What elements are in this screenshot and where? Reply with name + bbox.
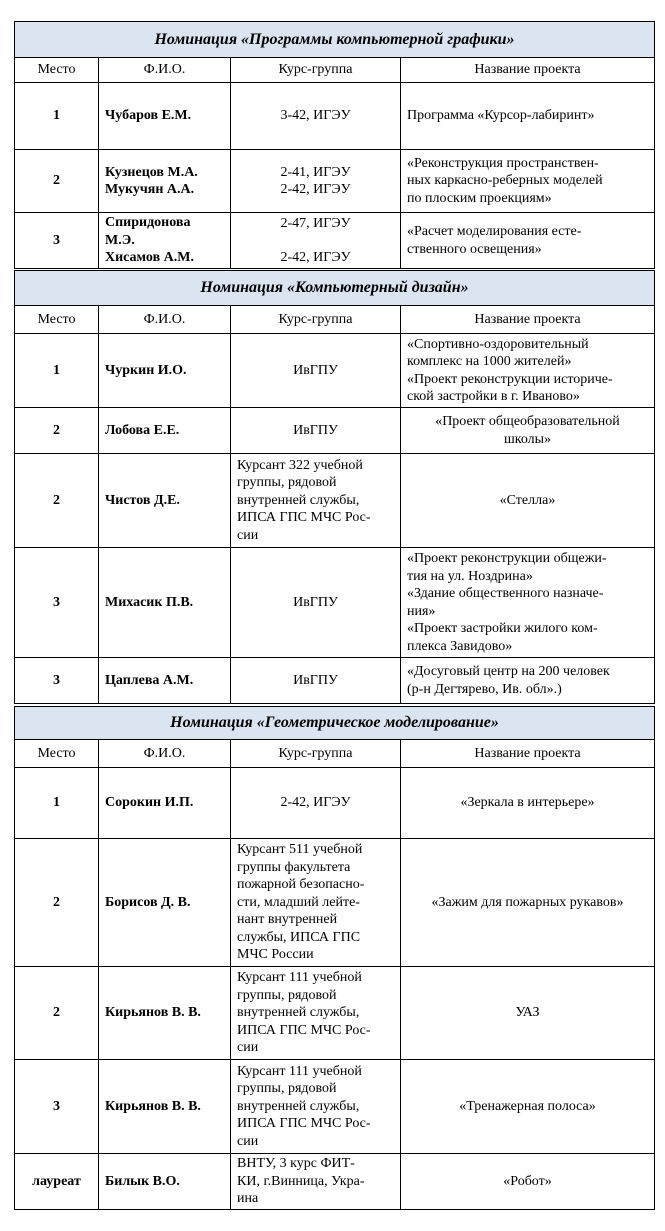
fio-cell: Кирьянов В. В. <box>99 967 231 1060</box>
fio-cell: Чубаров Е.М. <box>99 83 231 150</box>
fio-cell: Чистов Д.Е. <box>99 454 231 548</box>
header-place: Место <box>15 58 99 83</box>
table-row <box>15 408 655 454</box>
fio-cell: Борисов Д. В. <box>99 839 231 967</box>
place-cell: 1 <box>15 83 99 150</box>
table-row <box>15 548 655 658</box>
fio-cell: Чуркин И.О. <box>99 334 231 408</box>
course-cell: ИвГПУ <box>231 548 401 658</box>
project-cell: «Тренажерная полоса» <box>401 1060 655 1154</box>
place-cell: 1 <box>15 334 99 408</box>
table-row <box>15 83 655 150</box>
course-cell: ВНТУ, 3 курс ФИТ- КИ, г.Винница, Укра- ина <box>231 1154 401 1210</box>
course-cell: ИвГПУ <box>231 658 401 704</box>
project-cell: «Расчет моделирования есте- ственного освещения» <box>401 213 655 269</box>
fio-cell: Кирьянов В. В. <box>99 1060 231 1154</box>
course-cell: ИвГПУ <box>231 408 401 454</box>
header-fio: Ф.И.О. <box>99 306 231 334</box>
project-cell: «Зажим для пожарных рукавов» <box>401 839 655 967</box>
project-cell: «Стелла» <box>401 454 655 548</box>
header-project: Название проекта <box>401 58 655 83</box>
course-cell: ИвГПУ <box>231 334 401 408</box>
place-cell: 2 <box>15 408 99 454</box>
nomination-title: Номинация «Геометрическое моделирование» <box>15 707 655 740</box>
fio-cell: Михасик П.В. <box>99 548 231 658</box>
course-cell: 2-42, ИГЭУ <box>231 768 401 839</box>
course-cell: 2-47, ИГЭУ 2-42, ИГЭУ <box>231 213 401 269</box>
place-cell: 1 <box>15 768 99 839</box>
nomination-table-computer-design <box>14 270 655 704</box>
table-row <box>15 334 655 408</box>
course-cell: 3-42, ИГЭУ <box>231 83 401 150</box>
header-place: Место <box>15 740 99 768</box>
header-fio: Ф.И.О. <box>99 740 231 768</box>
place-cell: 3 <box>15 1060 99 1154</box>
nomination-title: Номинация «Программы компьютерной графики» <box>15 22 655 58</box>
course-cell: Курсант 322 учебной группы, рядовой внутренней службы, ИПСА ГПС МЧС Рос- сии <box>231 454 401 548</box>
table-row <box>15 150 655 213</box>
project-cell: «Робот» <box>401 1154 655 1210</box>
course-cell: 2-41, ИГЭУ 2-42, ИГЭУ <box>231 150 401 213</box>
project-cell: УАЗ <box>401 967 655 1060</box>
nomination-title: Номинация «Компьютерный дизайн» <box>15 271 655 306</box>
project-cell: «Спортивно-оздоровительный комплекс на 1000 жителей» «Проект реконструкции историче- ской застройки в г. Иваново» <box>401 334 655 408</box>
project-cell: «Проект реконструкции общежи- тия на ул. Ноздрина» «Здание общественного назначе- ния» «Проект застройки жилого ком- плекса Завидово» <box>401 548 655 658</box>
header-project: Название проекта <box>401 740 655 768</box>
project-cell: «Досуговый центр на 200 человек (р-н Дегтярево, Ив. обл».) <box>401 658 655 704</box>
place-cell: 2 <box>15 454 99 548</box>
table-row <box>15 768 655 839</box>
place-cell: 3 <box>15 548 99 658</box>
place-cell: лауреат <box>15 1154 99 1210</box>
nomination-table-geometric-modeling <box>14 706 655 1210</box>
project-cell: Программа «Курсор-лабиринт» <box>401 83 655 150</box>
course-cell: Курсант 111 учебной группы, рядовой внутренней службы, ИПСА ГПС МЧС Рос- сии <box>231 1060 401 1154</box>
fio-cell: Сорокин И.П. <box>99 768 231 839</box>
project-cell: «Проект общеобразовательной школы» <box>401 408 655 454</box>
header-place: Место <box>15 306 99 334</box>
place-cell: 2 <box>15 150 99 213</box>
project-cell: «Зеркала в интерьере» <box>401 768 655 839</box>
fio-cell: Лобова Е.Е. <box>99 408 231 454</box>
header-course: Курс-группа <box>231 58 401 83</box>
nomination-table-graphics-programs <box>14 21 655 269</box>
table-row <box>15 967 655 1060</box>
table-row <box>15 839 655 967</box>
place-cell: 2 <box>15 839 99 967</box>
table-row <box>15 213 655 269</box>
fio-cell: Цаплева А.М. <box>99 658 231 704</box>
course-cell: Курсант 111 учебной группы, рядовой внутренней службы, ИПСА ГПС МЧС Рос- сии <box>231 967 401 1060</box>
project-cell: «Реконструкция пространствен- ных каркасно-реберных моделей по плоским проекциям» <box>401 150 655 213</box>
fio-cell: Кузнецов М.А. Мукучян А.А. <box>99 150 231 213</box>
table-row <box>15 1060 655 1154</box>
table-row <box>15 658 655 704</box>
header-course: Курс-группа <box>231 740 401 768</box>
header-project: Название проекта <box>401 306 655 334</box>
header-course: Курс-группа <box>231 306 401 334</box>
course-cell: Курсант 511 учебной группы факультета пожарной безопасно- сти, младший лейте- нант внутренней службы, ИПСА ГПС МЧС России <box>231 839 401 967</box>
table-row <box>15 454 655 548</box>
header-fio: Ф.И.О. <box>99 58 231 83</box>
place-cell: 3 <box>15 213 99 269</box>
place-cell: 3 <box>15 658 99 704</box>
table-row <box>15 1154 655 1210</box>
fio-cell: Билык В.О. <box>99 1154 231 1210</box>
place-cell: 2 <box>15 967 99 1060</box>
fio-cell: Спиридонова М.Э. Хисамов А.М. <box>99 213 231 269</box>
